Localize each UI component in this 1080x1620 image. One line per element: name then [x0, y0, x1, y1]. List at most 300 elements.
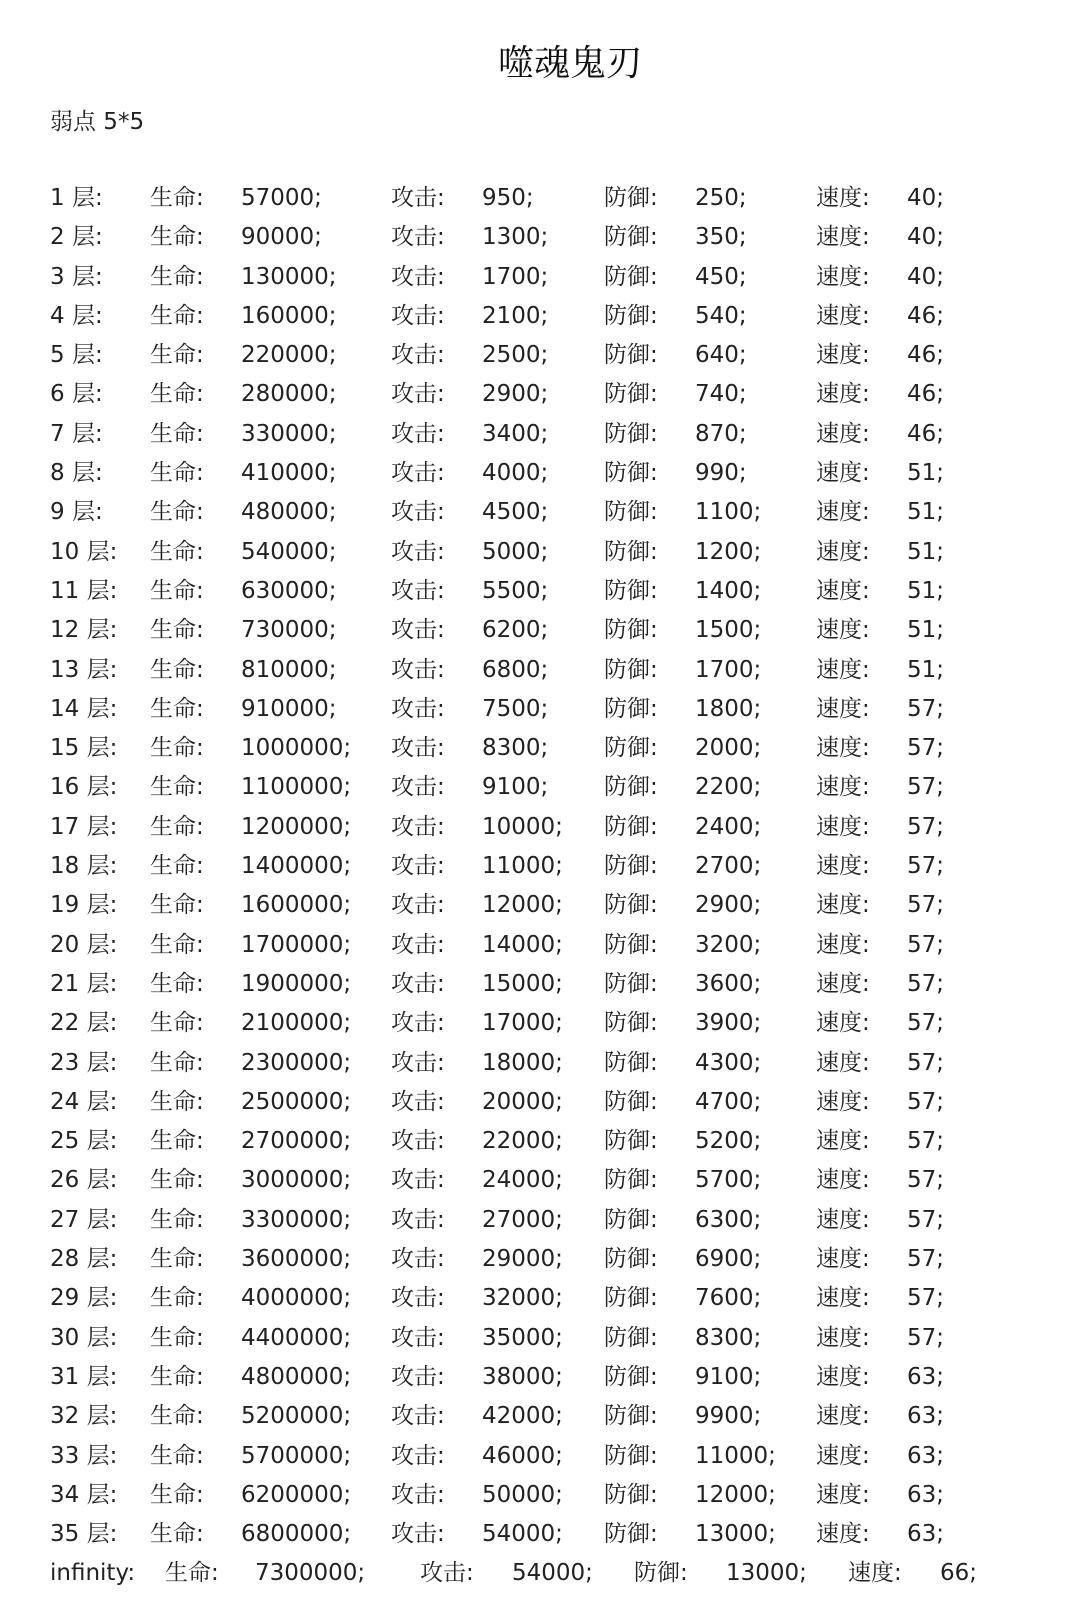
defense-label: 防御: — [604, 656, 658, 683]
floor-label: 8 层: — [50, 460, 103, 487]
hp-label: 生命: — [150, 342, 204, 369]
defense-value: 9900; — [695, 1403, 762, 1430]
defense-value: 250; — [695, 185, 747, 211]
floor-label: 2 层: — [50, 224, 103, 251]
defense-label: 防御: — [604, 460, 658, 487]
defense-label: 防御: — [604, 1128, 658, 1155]
table-row — [50, 892, 1060, 931]
defense-value: 740; — [695, 381, 747, 408]
floor-label: 29 层: — [50, 1285, 118, 1312]
defense-value: 13000; — [695, 1521, 776, 1548]
attack-label: 攻击: — [420, 1560, 474, 1587]
speed-value: 63; — [907, 1442, 945, 1469]
floor-label: 25 层: — [50, 1128, 118, 1155]
hp-label: 生命: — [150, 1324, 204, 1351]
defense-label: 防御: — [604, 1088, 658, 1115]
speed-label: 速度: — [816, 853, 870, 880]
speed-label: 速度: — [816, 538, 870, 565]
table-row — [50, 1403, 1060, 1442]
hp-label: 生命: — [150, 224, 204, 251]
defense-value: 2700; — [695, 853, 762, 880]
attack-label: 攻击: — [391, 970, 445, 997]
defense-label: 防御: — [604, 381, 658, 408]
defense-label: 防御: — [604, 617, 658, 644]
attack-value: 46000; — [482, 1442, 563, 1469]
attack-label: 攻击: — [391, 1324, 445, 1351]
attack-label: 攻击: — [391, 1521, 445, 1548]
hp-value: 2700000; — [241, 1128, 352, 1155]
defense-value: 13000; — [726, 1560, 807, 1587]
floor-label: 28 层: — [50, 1246, 118, 1273]
hp-value: 1100000; — [241, 774, 352, 801]
hp-label: 生命: — [150, 1206, 204, 1233]
hp-value: 280000; — [241, 381, 337, 408]
table-row — [50, 1050, 1060, 1089]
hp-label: 生命: — [150, 1167, 204, 1194]
defense-label: 防御: — [604, 538, 658, 565]
speed-value: 40; — [907, 263, 945, 290]
hp-label: 生命: — [150, 970, 204, 997]
floor-label: 26 层: — [50, 1167, 118, 1194]
attack-value: 18000; — [482, 1049, 563, 1076]
attack-label: 攻击: — [391, 1481, 445, 1508]
defense-value: 3200; — [695, 931, 762, 958]
attack-label: 攻击: — [391, 735, 445, 762]
attack-value: 24000; — [482, 1167, 563, 1194]
hp-label: 生命: — [150, 774, 204, 801]
speed-label: 速度: — [816, 931, 870, 958]
floor-label: 13 层: — [50, 656, 118, 683]
attack-value: 2100; — [482, 302, 549, 329]
defense-label: 防御: — [604, 577, 658, 604]
hp-value: 4800000; — [241, 1363, 352, 1390]
defense-value: 1100; — [695, 499, 762, 526]
attack-value: 2900; — [482, 381, 549, 408]
floor-label: 3 层: — [50, 263, 103, 290]
hp-value: 130000; — [241, 263, 337, 290]
table-row — [50, 735, 1060, 774]
hp-value: 410000; — [241, 460, 337, 487]
speed-label: 速度: — [816, 656, 870, 683]
floor-label: 34 层: — [50, 1481, 118, 1508]
attack-label: 攻击: — [391, 1206, 445, 1233]
hp-label: 生命: — [150, 420, 204, 447]
table-row — [50, 421, 1060, 460]
floor-label: 12 层: — [50, 617, 118, 644]
floor-label: 19 层: — [50, 892, 118, 919]
speed-value: 63; — [907, 1521, 945, 1548]
attack-label: 攻击: — [391, 1010, 445, 1037]
attack-value: 5000; — [482, 538, 549, 565]
attack-label: 攻击: — [391, 1128, 445, 1155]
hp-label: 生命: — [150, 617, 204, 644]
speed-value: 51; — [907, 656, 945, 683]
defense-label: 防御: — [604, 813, 658, 840]
hp-value: 6800000; — [241, 1521, 352, 1548]
attack-value: 50000; — [482, 1481, 563, 1508]
attack-value: 42000; — [482, 1403, 563, 1430]
floor-label: 7 层: — [50, 420, 103, 447]
floor-label: 31 层: — [50, 1363, 118, 1390]
floor-label: 23 层: — [50, 1049, 118, 1076]
defense-label: 防御: — [604, 342, 658, 369]
floor-label: 21 层: — [50, 970, 118, 997]
defense-label: 防御: — [604, 970, 658, 997]
attack-value: 27000; — [482, 1206, 563, 1233]
attack-label: 攻击: — [391, 342, 445, 369]
floor-stats-table — [50, 185, 1060, 1600]
attack-label: 攻击: — [391, 1285, 445, 1312]
attack-label: 攻击: — [391, 774, 445, 801]
attack-value: 950; — [482, 185, 534, 211]
attack-value: 15000; — [482, 970, 563, 997]
floor-label: 30 层: — [50, 1324, 118, 1351]
table-row — [50, 499, 1060, 538]
defense-label: 防御: — [604, 263, 658, 290]
floor-label: 6 层: — [50, 381, 103, 408]
defense-value: 2200; — [695, 774, 762, 801]
table-row — [50, 539, 1060, 578]
speed-value: 51; — [907, 499, 945, 526]
floor-label: 32 层: — [50, 1403, 118, 1430]
speed-value: 57; — [907, 1285, 945, 1312]
speed-label: 速度: — [816, 1049, 870, 1076]
table-row — [50, 1325, 1060, 1364]
attack-label: 攻击: — [391, 892, 445, 919]
defense-value: 1700; — [695, 656, 762, 683]
attack-value: 22000; — [482, 1128, 563, 1155]
hp-label: 生命: — [150, 1442, 204, 1469]
speed-label: 速度: — [816, 1403, 870, 1430]
defense-value: 4700; — [695, 1088, 762, 1115]
hp-value: 4400000; — [241, 1324, 352, 1351]
table-row — [50, 814, 1060, 853]
table-row — [50, 1089, 1060, 1128]
hp-label: 生命: — [150, 656, 204, 683]
attack-label: 攻击: — [391, 617, 445, 644]
hp-label: 生命: — [150, 853, 204, 880]
hp-value: 1600000; — [241, 892, 352, 919]
speed-label: 速度: — [816, 1128, 870, 1155]
attack-label: 攻击: — [391, 1167, 445, 1194]
hp-value: 810000; — [241, 656, 337, 683]
attack-value: 17000; — [482, 1010, 563, 1037]
attack-label: 攻击: — [391, 224, 445, 251]
table-row — [50, 1167, 1060, 1206]
speed-value: 51; — [907, 460, 945, 487]
floor-label: 33 层: — [50, 1442, 118, 1469]
hp-value: 1000000; — [241, 735, 352, 762]
attack-value: 4000; — [482, 460, 549, 487]
floor-label: 4 层: — [50, 302, 103, 329]
speed-value: 57; — [907, 774, 945, 801]
defense-label: 防御: — [604, 1206, 658, 1233]
attack-label: 攻击: — [391, 499, 445, 526]
hp-value: 2500000; — [241, 1088, 352, 1115]
defense-label: 防御: — [604, 1481, 658, 1508]
defense-label: 防御: — [604, 1049, 658, 1076]
defense-value: 7600; — [695, 1285, 762, 1312]
speed-label: 速度: — [816, 1481, 870, 1508]
attack-value: 7500; — [482, 695, 549, 722]
table-row — [50, 1207, 1060, 1246]
floor-label: 35 层: — [50, 1521, 118, 1548]
attack-value: 2500; — [482, 342, 549, 369]
hp-value: 220000; — [241, 342, 337, 369]
speed-value: 40; — [907, 224, 945, 251]
speed-value: 57; — [907, 1128, 945, 1155]
floor-label: 15 层: — [50, 735, 118, 762]
table-row — [50, 185, 1060, 224]
speed-label: 速度: — [816, 1442, 870, 1469]
hp-value: 330000; — [241, 420, 337, 447]
attack-value: 29000; — [482, 1246, 563, 1273]
speed-label: 速度: — [816, 892, 870, 919]
defense-label: 防御: — [604, 499, 658, 526]
attack-label: 攻击: — [391, 695, 445, 722]
defense-value: 8300; — [695, 1324, 762, 1351]
speed-value: 57; — [907, 970, 945, 997]
speed-label: 速度: — [816, 1206, 870, 1233]
table-row — [50, 1443, 1060, 1482]
defense-label: 防御: — [604, 224, 658, 251]
attack-label: 攻击: — [391, 1246, 445, 1273]
defense-value: 2900; — [695, 892, 762, 919]
defense-value: 9100; — [695, 1363, 762, 1390]
speed-value: 63; — [907, 1403, 945, 1430]
hp-label: 生命: — [150, 735, 204, 762]
speed-value: 57; — [907, 853, 945, 880]
attack-value: 1700; — [482, 263, 549, 290]
floor-label: 9 层: — [50, 499, 103, 526]
attack-label: 攻击: — [391, 538, 445, 565]
hp-value: 1700000; — [241, 931, 352, 958]
hp-value: 1400000; — [241, 853, 352, 880]
attack-value: 35000; — [482, 1324, 563, 1351]
attack-label: 攻击: — [391, 931, 445, 958]
speed-value: 46; — [907, 342, 945, 369]
hp-value: 5700000; — [241, 1442, 352, 1469]
defense-label: 防御: — [604, 1324, 658, 1351]
table-row — [50, 696, 1060, 735]
hp-value: 5200000; — [241, 1403, 352, 1430]
hp-value: 57000; — [241, 185, 322, 211]
attack-value: 10000; — [482, 813, 563, 840]
speed-label: 速度: — [816, 460, 870, 487]
table-row — [50, 774, 1060, 813]
floor-label: 1 层: — [50, 185, 103, 211]
defense-value: 1500; — [695, 617, 762, 644]
speed-value: 66; — [940, 1560, 978, 1587]
table-row — [50, 932, 1060, 971]
table-row — [50, 1560, 1060, 1599]
speed-value: 40; — [907, 185, 945, 211]
hp-label: 生命: — [150, 499, 204, 526]
defense-value: 640; — [695, 342, 747, 369]
speed-value: 57; — [907, 813, 945, 840]
attack-value: 8300; — [482, 735, 549, 762]
hp-value: 1900000; — [241, 970, 352, 997]
hp-label: 生命: — [150, 931, 204, 958]
defense-label: 防御: — [604, 1521, 658, 1548]
hp-value: 480000; — [241, 499, 337, 526]
hp-label: 生命: — [150, 538, 204, 565]
defense-label: 防御: — [604, 185, 658, 211]
speed-label: 速度: — [816, 1285, 870, 1312]
speed-value: 57; — [907, 1010, 945, 1037]
speed-label: 速度: — [816, 1088, 870, 1115]
floor-label: infinity: — [50, 1560, 136, 1587]
speed-value: 57; — [907, 931, 945, 958]
speed-label: 速度: — [816, 381, 870, 408]
speed-value: 57; — [907, 1049, 945, 1076]
floor-label: 24 层: — [50, 1088, 118, 1115]
floor-label: 10 层: — [50, 538, 118, 565]
hp-value: 630000; — [241, 577, 337, 604]
defense-label: 防御: — [604, 735, 658, 762]
attack-label: 攻击: — [391, 1088, 445, 1115]
table-row — [50, 303, 1060, 342]
attack-label: 攻击: — [391, 420, 445, 447]
speed-value: 63; — [907, 1481, 945, 1508]
defense-label: 防御: — [604, 853, 658, 880]
attack-label: 攻击: — [391, 577, 445, 604]
defense-value: 350; — [695, 224, 747, 251]
attack-label: 攻击: — [391, 302, 445, 329]
defense-label: 防御: — [604, 774, 658, 801]
table-row — [50, 617, 1060, 656]
floor-label: 20 层: — [50, 931, 118, 958]
hp-value: 2300000; — [241, 1049, 352, 1076]
hp-value: 910000; — [241, 695, 337, 722]
speed-label: 速度: — [816, 499, 870, 526]
table-row — [50, 1128, 1060, 1167]
attack-label: 攻击: — [391, 1363, 445, 1390]
speed-value: 57; — [907, 1088, 945, 1115]
attack-label: 攻击: — [391, 813, 445, 840]
attack-value: 4500; — [482, 499, 549, 526]
speed-label: 速度: — [816, 1521, 870, 1548]
table-row — [50, 460, 1060, 499]
table-row — [50, 1364, 1060, 1403]
hp-label: 生命: — [150, 263, 204, 290]
defense-value: 3900; — [695, 1010, 762, 1037]
speed-value: 57; — [907, 1167, 945, 1194]
speed-value: 46; — [907, 381, 945, 408]
defense-label: 防御: — [604, 1403, 658, 1430]
speed-label: 速度: — [816, 342, 870, 369]
hp-value: 3000000; — [241, 1167, 352, 1194]
attack-value: 32000; — [482, 1285, 563, 1312]
hp-label: 生命: — [150, 1088, 204, 1115]
defense-label: 防御: — [604, 1285, 658, 1312]
hp-label: 生命: — [150, 1049, 204, 1076]
floor-label: 18 层: — [50, 853, 118, 880]
table-row — [50, 853, 1060, 892]
defense-label: 防御: — [634, 1560, 688, 1587]
table-row — [50, 264, 1060, 303]
attack-value: 38000; — [482, 1363, 563, 1390]
speed-label: 速度: — [816, 774, 870, 801]
hp-value: 4000000; — [241, 1285, 352, 1312]
speed-label: 速度: — [816, 735, 870, 762]
hp-value: 160000; — [241, 302, 337, 329]
floor-label: 5 层: — [50, 342, 103, 369]
speed-label: 速度: — [816, 970, 870, 997]
speed-value: 57; — [907, 1206, 945, 1233]
speed-label: 速度: — [816, 617, 870, 644]
speed-label: 速度: — [816, 420, 870, 447]
defense-value: 11000; — [695, 1442, 776, 1469]
hp-label: 生命: — [150, 185, 204, 211]
defense-value: 870; — [695, 420, 747, 447]
speed-label: 速度: — [816, 185, 870, 211]
speed-value: 57; — [907, 892, 945, 919]
hp-value: 90000; — [241, 224, 322, 251]
attack-value: 20000; — [482, 1088, 563, 1115]
attack-value: 1300; — [482, 224, 549, 251]
speed-value: 57; — [907, 1246, 945, 1273]
defense-value: 12000; — [695, 1481, 776, 1508]
defense-value: 5700; — [695, 1167, 762, 1194]
attack-label: 攻击: — [391, 381, 445, 408]
floor-label: 16 层: — [50, 774, 118, 801]
attack-value: 5500; — [482, 577, 549, 604]
defense-value: 540; — [695, 302, 747, 329]
table-row — [50, 657, 1060, 696]
speed-value: 63; — [907, 1363, 945, 1390]
defense-value: 4300; — [695, 1049, 762, 1076]
defense-value: 1200; — [695, 538, 762, 565]
speed-value: 51; — [907, 577, 945, 604]
table-row — [50, 1482, 1060, 1521]
speed-label: 速度: — [816, 1246, 870, 1273]
speed-value: 46; — [907, 302, 945, 329]
defense-label: 防御: — [604, 931, 658, 958]
attack-value: 6200; — [482, 617, 549, 644]
weakness-note: 弱点 5*5 — [50, 109, 145, 135]
speed-value: 46; — [907, 420, 945, 447]
defense-label: 防御: — [604, 1363, 658, 1390]
defense-label: 防御: — [604, 1442, 658, 1469]
speed-value: 57; — [907, 735, 945, 762]
floor-label: 11 层: — [50, 577, 118, 604]
hp-label: 生命: — [150, 1521, 204, 1548]
speed-label: 速度: — [816, 263, 870, 290]
speed-value: 57; — [907, 1324, 945, 1351]
attack-label: 攻击: — [391, 853, 445, 880]
attack-value: 3400; — [482, 420, 549, 447]
defense-label: 防御: — [604, 892, 658, 919]
defense-value: 3600; — [695, 970, 762, 997]
hp-label: 生命: — [150, 302, 204, 329]
hp-label: 生命: — [150, 1363, 204, 1390]
speed-value: 57; — [907, 695, 945, 722]
speed-label: 速度: — [816, 695, 870, 722]
speed-label: 速度: — [816, 1363, 870, 1390]
defense-value: 990; — [695, 460, 747, 487]
defense-label: 防御: — [604, 695, 658, 722]
hp-value: 540000; — [241, 538, 337, 565]
defense-label: 防御: — [604, 1246, 658, 1273]
attack-label: 攻击: — [391, 1049, 445, 1076]
attack-label: 攻击: — [391, 1403, 445, 1430]
attack-value: 54000; — [482, 1521, 563, 1548]
defense-value: 1400; — [695, 577, 762, 604]
hp-value: 1200000; — [241, 813, 352, 840]
attack-label: 攻击: — [391, 263, 445, 290]
defense-value: 2400; — [695, 813, 762, 840]
